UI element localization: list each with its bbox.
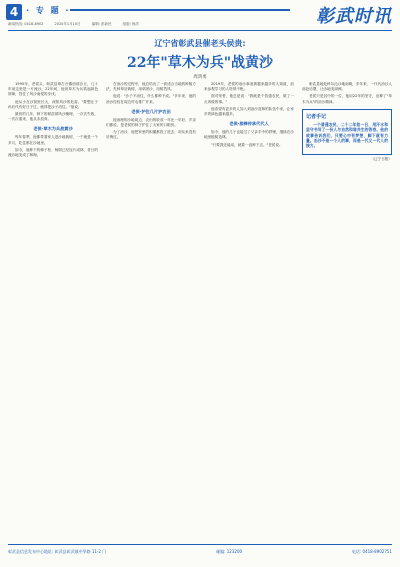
footer-postcode: 邮编: 123200 [216,549,243,554]
column-2 [106,82,196,537]
section-subtitle: 老侯·草木为兵战黄沙 [33,126,73,132]
article-headline: 22年"草木为兵"战黄沙 [126,55,274,71]
paragraph: 他说："沙子不治住，什么都种不成。"多年来，他的治沙经验在周边村屯推广开来。 [106,94,196,104]
paragraph: 在治沙的过程中，他总结出了一套适合当地的种植方法，先种草后栽树，用草固沙，用树挡风。 [106,82,196,92]
paragraph: 最初的几年，种下的树苗被风沙掩埋，一次次失败，一次次重来，他从未放弃。 [8,112,98,122]
paragraph: 老侯只是其中的一位，他用22年的坚守，诠释了"草木为兵"的治沙精神。 [302,94,392,104]
header-rule [8,30,392,31]
issue-hotline: 新闻热线: 0418-8902 [8,22,44,26]
issue-layout: 组版: 杨洪 [122,22,139,26]
paragraph: 2019年，老侯的治沙事迹被越来越多的人知道，前来参观学习的人络绎不绝。 [204,82,294,92]
column-4 [302,82,392,537]
source-note: （辽宁日报） [370,156,392,161]
article-body [8,82,392,542]
newspaper-masthead: 彰武时讯 [316,6,392,27]
section-label: · 专 题 · [26,6,71,15]
section-subtitle: 老侯·接棒传承代代人 [229,121,269,127]
issue-editor: 编辑: 彭新民 [91,22,112,26]
paragraph: "只要我还能动，就要一直种下去。"老侯说。 [211,142,283,147]
footer-rule [8,544,392,545]
paragraph: 彰武县地处科尔沁沙地南缘，多年来，一代代治沙人前赴后继，让沙地变绿洲。 [302,82,392,92]
column-3 [204,82,294,537]
editorial-text: 一个普通农民，二十二年如一日，用汗水和坚守书写了一份人与自然和谐共生的答卷。他的故事告诉我们，只要心中有梦想，脚下就有力量。治沙不是一个人的事，而是一代又一代人的接力。 [306,121,388,149]
paragraph: 如今，他的儿子也接过了父亲手中的铁锹，继续在沙地里植树造林。 [204,130,294,140]
issue-date: 2020年1月10日 [54,22,81,26]
section-subtitle: 老侯·护住几片护农田 [131,108,171,114]
article-subhead: 辽宁省彰武县催老头侯贵: [154,39,246,48]
footer-address: 彰武县信息发布中心地址: 彰武县彰武镇中华路 11-2 门 [8,549,107,554]
column-1 [8,82,98,537]
page-number: 4 [6,4,22,20]
paragraph: 面对荣誉，他总是说："我就是个普通农民，做了一点该做的事。" [204,94,294,104]
article-byline: 周鸿勇 [193,75,207,80]
paragraph: 他从小在沙窝里长大，深知风沙的危害。"要想让子孙后代有好日子过，就得把沙子治住。"他说。 [8,99,98,109]
issue-info [8,22,392,28]
paragraph: 他治理的沙地周边，农田的收成一年比一年好，乡亲们都说，是老侯的林子护住了大家的口粮田。 [106,117,196,128]
paragraph: 如今，他种下的樟子松、杨树已经连片成林，昔日的流沙地变成了林海。 [8,147,98,158]
page-footer [8,549,392,555]
footer-phone: 电话: 0418-8902751 [351,549,392,554]
paragraph: 1995年，老侯头，彰武县章古台镇西部沙丘，几十年前这里是一片流沙，22年间，他用草木为兵筑起绿色屏障，挡住了风沙南侵的步伐。 [8,82,98,97]
paragraph: 每年春季，他都带着家人进沙地栽树，一干就是一个多月，吃住都在沙地里。 [8,135,98,145]
editorial-title: 记者手记 [306,113,327,120]
paragraph: 他希望有更多的人加入到治沙造林的队伍中来，让家乡的绿色越来越多。 [204,106,294,117]
section-divider [70,9,290,11]
paragraph: 为了治沙，他把家里的积蓄都投了进去，却从来没有后悔过。 [106,130,196,140]
editorial-box [302,109,392,155]
page-header [0,0,400,40]
